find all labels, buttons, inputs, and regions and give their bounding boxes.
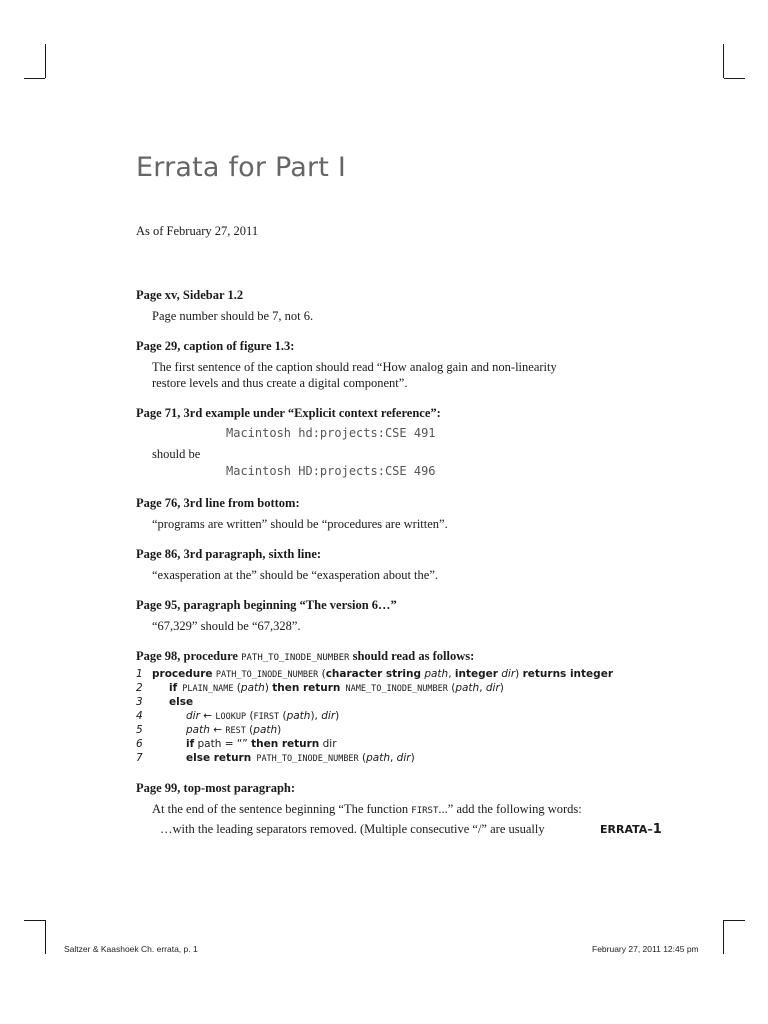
entry-heading: Page 95, paragraph beginning “The version 6…” bbox=[136, 598, 397, 612]
code-text: ( bbox=[279, 710, 287, 722]
keyword: if bbox=[169, 682, 178, 694]
code-variable: path bbox=[186, 724, 210, 736]
entry-body: The first sentence of the caption should read “How analog gain and non-linearity restore levels and thus create a digital component”. bbox=[152, 360, 557, 390]
line-number: 1 bbox=[136, 668, 143, 680]
keyword: if bbox=[186, 738, 195, 750]
function-name: FIRST bbox=[411, 806, 439, 816]
code-identifier: PLAIN_NAME bbox=[177, 684, 234, 694]
entry-body bbox=[152, 801, 622, 819]
crop-mark-bottom-left-vertical bbox=[45, 920, 46, 954]
code-identifier: REST bbox=[225, 726, 246, 736]
keyword: then return bbox=[251, 738, 320, 750]
code-identifier: LOOKUP bbox=[215, 712, 247, 722]
body-text: At the end of the sentence beginning “The function bbox=[152, 802, 412, 816]
entry-heading: Page 76, 3rd line from bottom: bbox=[136, 496, 300, 510]
entry-body: “67,329” should be “67,328”. bbox=[152, 619, 301, 633]
entry-heading: Page 86, 3rd paragraph, sixth line: bbox=[136, 547, 322, 561]
page-title: Errata for Part I bbox=[136, 152, 347, 183]
entry-heading: Page xv, Sidebar 1.2 bbox=[136, 288, 244, 302]
code-identifier: PATH_TO_INODE_NUMBER bbox=[215, 670, 319, 680]
keyword: then return bbox=[272, 682, 341, 694]
code-text: ), bbox=[310, 710, 322, 722]
code-variable: path bbox=[455, 682, 480, 694]
line-number: 2 bbox=[136, 682, 143, 694]
code-text: ) bbox=[264, 682, 273, 694]
line-number: 4 bbox=[136, 710, 143, 722]
crop-mark-bottom-right-horizontal bbox=[724, 920, 745, 921]
footer-right: February 27, 2011 12:45 pm bbox=[592, 944, 699, 954]
errata-dash: – bbox=[647, 823, 653, 836]
code-variable: dir bbox=[485, 682, 500, 694]
line-number: 6 bbox=[136, 738, 143, 750]
code-example: Macintosh HD:projects:CSE 496 bbox=[226, 464, 436, 478]
errata-page-tag bbox=[600, 822, 662, 837]
code-text: ( bbox=[447, 682, 456, 694]
crop-mark-bottom-right-vertical bbox=[723, 920, 724, 954]
code-variable: dir bbox=[497, 668, 516, 680]
code-text: ( bbox=[233, 682, 241, 694]
entry-body: Page number should be 7, not 6. bbox=[152, 309, 314, 323]
code-identifier: PATH_TO_INODE_NUMBER bbox=[251, 754, 359, 764]
code-variable: path bbox=[240, 682, 265, 694]
keyword: else return bbox=[186, 752, 252, 764]
code-variable: path bbox=[286, 710, 311, 722]
code-text: ← bbox=[209, 724, 226, 736]
entry-body: “programs are written” should be “procedures are written”. bbox=[152, 517, 448, 531]
code-variable: dir bbox=[186, 710, 200, 722]
code-text: path = “” bbox=[194, 738, 252, 750]
heading-text: should read as follows: bbox=[349, 649, 475, 663]
code-text: dir bbox=[319, 738, 337, 750]
code-text: , bbox=[479, 682, 486, 694]
crop-mark-top-left-horizontal bbox=[24, 78, 45, 79]
errata-label: ERRATA bbox=[600, 823, 648, 836]
entry-body: …with the leading separators removed. (Multiple consecutive “/” are usually bbox=[160, 822, 545, 836]
keyword: integer bbox=[454, 668, 498, 680]
crop-mark-bottom-left-horizontal bbox=[24, 920, 45, 921]
code-variable: path bbox=[253, 724, 278, 736]
code-text: ( bbox=[358, 752, 367, 764]
code-text: ( bbox=[318, 668, 326, 680]
keyword: returns integer bbox=[522, 668, 613, 680]
line-number: 5 bbox=[136, 724, 143, 736]
line-number: 3 bbox=[136, 696, 143, 708]
code-text: ) bbox=[410, 752, 415, 764]
code-variable: dir bbox=[321, 710, 336, 722]
code-variable: path bbox=[366, 752, 390, 764]
line-number: 7 bbox=[136, 752, 143, 764]
entry-heading: Page 71, 3rd example under “Explicit context reference”: bbox=[136, 406, 441, 420]
footer-left: Saltzer & Kaashoek Ch. errata, p. 1 bbox=[64, 944, 198, 954]
code-text: , bbox=[448, 668, 455, 680]
code-text: , bbox=[389, 752, 397, 764]
code-text: ) bbox=[515, 668, 523, 680]
code-identifier: NAME_TO_INODE_NUMBER bbox=[340, 684, 448, 694]
entry-body: “exasperation at the” should be “exasperation about the”. bbox=[152, 568, 438, 582]
body-text: ...” add the following words: bbox=[438, 802, 582, 816]
crop-mark-top-right-vertical bbox=[723, 44, 724, 78]
code-text: ( bbox=[245, 724, 254, 736]
crop-mark-top-right-horizontal bbox=[724, 78, 745, 79]
keyword: procedure bbox=[152, 668, 213, 680]
crop-mark-top-left-vertical bbox=[45, 44, 46, 78]
heading-text: Page 98, procedure bbox=[136, 649, 242, 663]
entry-heading: Page 29, caption of figure 1.3: bbox=[136, 339, 295, 353]
code-variable: dir bbox=[396, 752, 411, 764]
code-identifier: FIRST bbox=[253, 712, 280, 722]
code-text: ) bbox=[499, 682, 504, 694]
as-of-date: As of February 27, 2011 bbox=[136, 224, 259, 238]
keyword: else bbox=[169, 696, 194, 708]
code-text: ) bbox=[277, 724, 282, 736]
procedure-name: PATH_TO_INODE_NUMBER bbox=[241, 653, 350, 663]
code-example: Macintosh hd:projects:CSE 491 bbox=[226, 426, 436, 440]
entry-body: should be bbox=[152, 447, 201, 461]
code-text: ( bbox=[246, 710, 254, 722]
errata-number: 1 bbox=[652, 822, 662, 837]
code-text: ) bbox=[335, 710, 340, 722]
code-text: ← bbox=[199, 710, 216, 722]
entry-heading bbox=[136, 649, 474, 664]
keyword: character string bbox=[325, 668, 421, 680]
entry-heading: Page 99, top-most paragraph: bbox=[136, 781, 296, 795]
code-variable: path bbox=[420, 668, 449, 680]
